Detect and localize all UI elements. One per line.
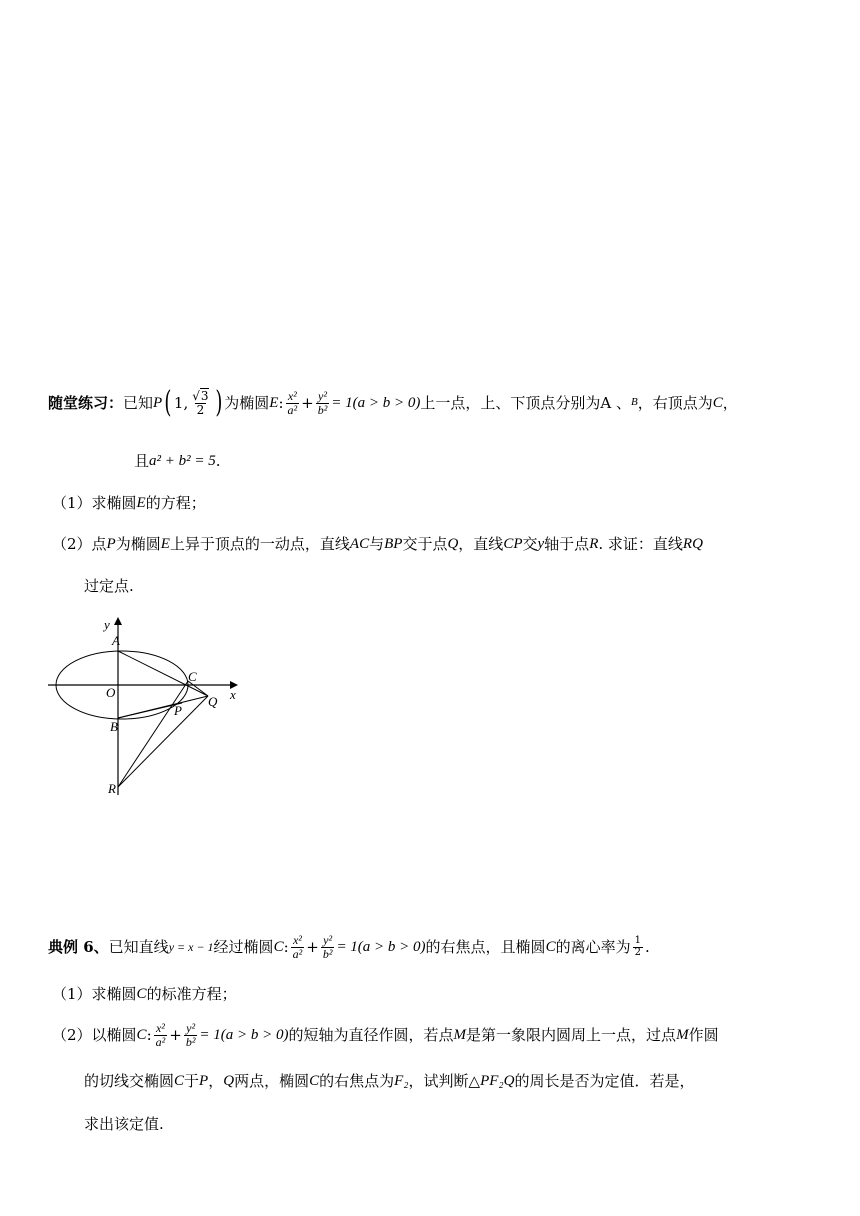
label-a: A: [112, 633, 120, 648]
text: 的周长是否为定值．若是，: [514, 1072, 695, 1090]
y-fraction: [316, 390, 330, 416]
numerator: x²: [292, 933, 302, 947]
numerator: y²: [318, 388, 327, 403]
denominator: a²: [292, 946, 303, 961]
practice-question-2-cont: [84, 577, 134, 595]
var: M: [453, 1027, 467, 1044]
var: P: [106, 536, 116, 552]
text: 的右焦点为: [319, 1072, 395, 1090]
line-cr: [118, 681, 188, 787]
numerator: y²: [186, 1021, 196, 1035]
label-b: B: [110, 719, 118, 734]
example6-line-1: [48, 934, 650, 960]
text: 的离心率为: [555, 938, 631, 957]
practice-line-1: [48, 385, 738, 420]
denominator: a²: [155, 1034, 166, 1049]
text: 的短轴为直径作圆，若点: [288, 1026, 454, 1045]
equation-rhs: = 1(a > b > 0): [199, 1027, 289, 1044]
text: 的右焦点，且椭圆: [425, 938, 546, 957]
x-fraction: [291, 934, 305, 960]
example6-question-2-line3: [84, 1115, 164, 1133]
text: 求出该定值.: [84, 1115, 164, 1133]
plus: +: [301, 394, 314, 412]
ellipse-name: C: [273, 939, 284, 956]
var: R: [589, 536, 599, 552]
text: 过定点.: [84, 577, 134, 595]
text: . 求证：直线: [598, 535, 683, 553]
denominator: 2: [196, 402, 205, 417]
example6-label: 典例 6、: [48, 938, 109, 957]
example6-question-2: [52, 1022, 719, 1048]
text: 为椭圆: [115, 535, 161, 553]
text: 已知直线: [108, 938, 169, 957]
paren-left: (: [164, 385, 172, 420]
text: .: [215, 452, 221, 470]
y-fraction: [184, 1022, 198, 1048]
label-c: C: [188, 669, 197, 684]
example6-question-1: [52, 985, 237, 1003]
numerator: 1: [634, 935, 641, 947]
colon: :: [146, 1026, 152, 1045]
label-r: R: [108, 781, 116, 796]
practice-condition: [134, 452, 221, 470]
vertex-b: B: [631, 396, 638, 409]
label-o: O: [106, 685, 116, 700]
ellipse-figure: [40, 615, 300, 805]
text: 上一点，上、下顶点分别为A 、: [420, 394, 632, 412]
var: BP: [384, 536, 403, 552]
var: C: [136, 986, 147, 1002]
point-y-fraction: $\frac{√3}{2}$: [192, 388, 209, 417]
denominator: b²: [185, 1034, 196, 1049]
var: AC: [349, 536, 370, 552]
text: ，: [208, 1072, 224, 1090]
text: （1）求椭圆: [52, 985, 137, 1003]
colon: :: [278, 394, 284, 412]
equation-rhs: = 1(a > b > 0): [331, 395, 421, 411]
text: 的方程；: [145, 494, 206, 512]
text: 的切线交椭圆: [84, 1072, 175, 1090]
text: 两点，椭圆: [234, 1072, 310, 1090]
text: .: [644, 938, 650, 957]
label-q: Q: [208, 694, 218, 709]
var: C: [136, 1027, 147, 1044]
var: Q: [447, 536, 459, 552]
text: 于: [184, 1072, 200, 1090]
var: C: [174, 1073, 185, 1089]
sqrt-value: 3: [200, 388, 209, 403]
denominator: 2: [634, 946, 641, 958]
y-axis-arrow: [114, 617, 122, 625]
var: C: [545, 939, 556, 956]
text: 是第一象限内圆周上一点，过点: [466, 1026, 677, 1045]
practice-label: 随堂练习：: [48, 394, 124, 412]
label-p: P: [174, 703, 182, 718]
var: E: [160, 536, 170, 552]
var: P: [199, 1073, 209, 1089]
x-fraction: [154, 1022, 168, 1048]
eccentricity-fraction: [633, 936, 643, 958]
numerator: y²: [323, 933, 333, 947]
label-y: y: [104, 617, 110, 632]
text: ，试判断△: [408, 1072, 481, 1090]
text: 上异于顶点的一动点，直线: [169, 535, 350, 553]
numerator: x²: [287, 388, 297, 403]
var: RQ: [682, 536, 703, 552]
text: 作圆: [688, 1026, 719, 1045]
numerator: x²: [155, 1021, 165, 1035]
var: M: [676, 1027, 689, 1044]
practice-question-2: [52, 535, 703, 553]
var: C: [309, 1073, 320, 1089]
paren-right: ): [214, 385, 222, 420]
denominator: b²: [322, 946, 333, 961]
equation-rhs: = 1(a > b > 0): [336, 939, 426, 956]
point-p: P: [153, 395, 163, 411]
plus: +: [169, 1026, 182, 1045]
plus: +: [306, 938, 319, 957]
example6-question-2-line2: [84, 1072, 694, 1090]
text: ，直线: [458, 535, 504, 553]
var: F₂: [394, 1073, 409, 1089]
label-x: x: [230, 687, 236, 702]
var: PF₂Q: [480, 1073, 515, 1089]
text: （1）求椭圆: [52, 494, 137, 512]
text: 为椭圆: [224, 394, 270, 412]
text: 且: [134, 452, 150, 470]
text: 交: [522, 535, 538, 553]
line-equation: y = x − 1: [168, 939, 214, 954]
line-rq: [118, 696, 208, 787]
text: 的标准方程；: [146, 985, 237, 1003]
x-fraction: [286, 390, 300, 416]
denominator: b²: [317, 402, 328, 417]
text: 交于点: [402, 535, 448, 553]
vertex-c: C: [712, 395, 723, 411]
text: 已知: [123, 394, 154, 412]
colon: :: [283, 938, 289, 957]
var: Q: [223, 1073, 235, 1089]
text: （2）点: [52, 535, 107, 553]
y-fraction: [321, 934, 335, 960]
text: ，右顶点为: [637, 394, 713, 412]
point-x: 1,: [173, 394, 189, 412]
practice-question-1: [52, 494, 206, 512]
text: 轴于点: [544, 535, 590, 553]
text: 与: [369, 535, 385, 553]
condition-equation: a² + b² = 5: [149, 453, 216, 469]
text: ，: [722, 394, 738, 412]
text: 经过椭圆: [213, 938, 274, 957]
var: y: [537, 536, 545, 552]
ellipse-name: E: [269, 395, 279, 411]
denominator: a²: [287, 402, 298, 417]
var: CP: [503, 536, 523, 552]
text: （2）以椭圆: [52, 1026, 137, 1045]
ellipse-name: E: [136, 495, 146, 511]
